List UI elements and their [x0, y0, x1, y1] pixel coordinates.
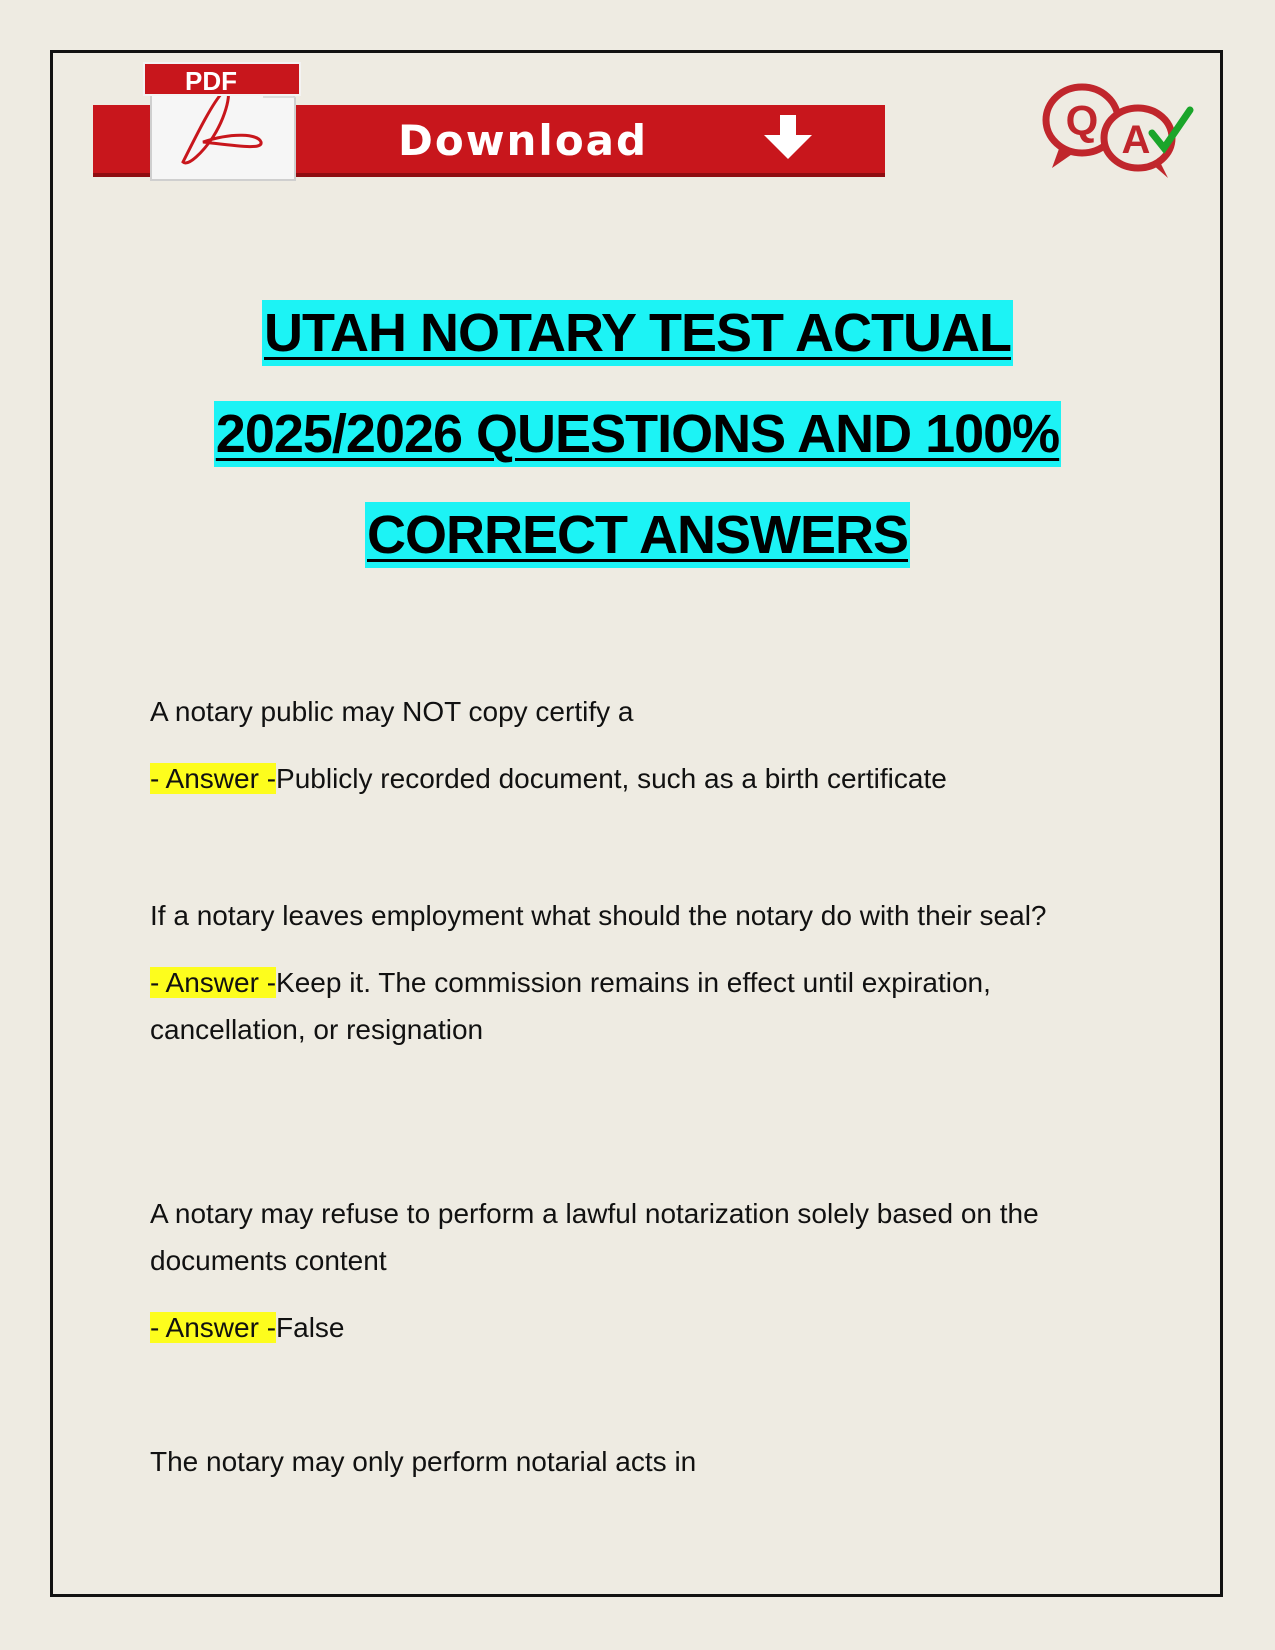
qa-item	[150, 892, 1090, 1053]
pdf-tag: PDF	[143, 62, 301, 96]
answer-text: Keep it. The commission remains in effect until expiration, cancellation, or resignation	[150, 967, 991, 1045]
answer-line	[150, 755, 1090, 802]
qa-item	[150, 1438, 1090, 1485]
answer-text: Publicly recorded document, such as a birth certificate	[276, 763, 947, 794]
answer-line	[150, 1304, 1090, 1351]
title-line-3: CORRECT ANSWERS	[365, 502, 910, 568]
answer-prefix: - Answer -	[150, 967, 277, 998]
answer-line	[150, 959, 1090, 1053]
document-title	[60, 300, 1215, 603]
page-border	[50, 50, 1223, 1597]
title-line-2: 2025/2026 QUESTIONS AND 100%	[214, 401, 1061, 467]
question-text: The notary may only perform notarial acts in	[150, 1446, 697, 1477]
question-text: A notary may refuse to perform a lawful notarization solely based on the documents content	[150, 1198, 1039, 1276]
title-line-1: UTAH NOTARY TEST ACTUAL	[262, 300, 1013, 366]
download-label[interactable]: Download	[398, 116, 649, 165]
question-text: If a notary leaves employment what should the notary do with their seal?	[150, 900, 1047, 931]
question-text: A notary public may NOT copy certify a	[150, 696, 634, 727]
answer-text: False	[276, 1312, 345, 1343]
pdf-download-banner[interactable]	[93, 60, 885, 182]
qa-logo-q: Q	[1065, 97, 1099, 144]
qa-logo-a: A	[1121, 118, 1151, 162]
answer-prefix: - Answer -	[150, 1312, 277, 1343]
qa-item	[150, 1190, 1090, 1351]
qa-item	[150, 688, 1090, 802]
down-arrow-icon	[758, 113, 818, 163]
pdf-document-icon	[143, 62, 303, 182]
answer-prefix: - Answer -	[150, 763, 277, 794]
qa-checkmark-logo	[1040, 78, 1210, 178]
